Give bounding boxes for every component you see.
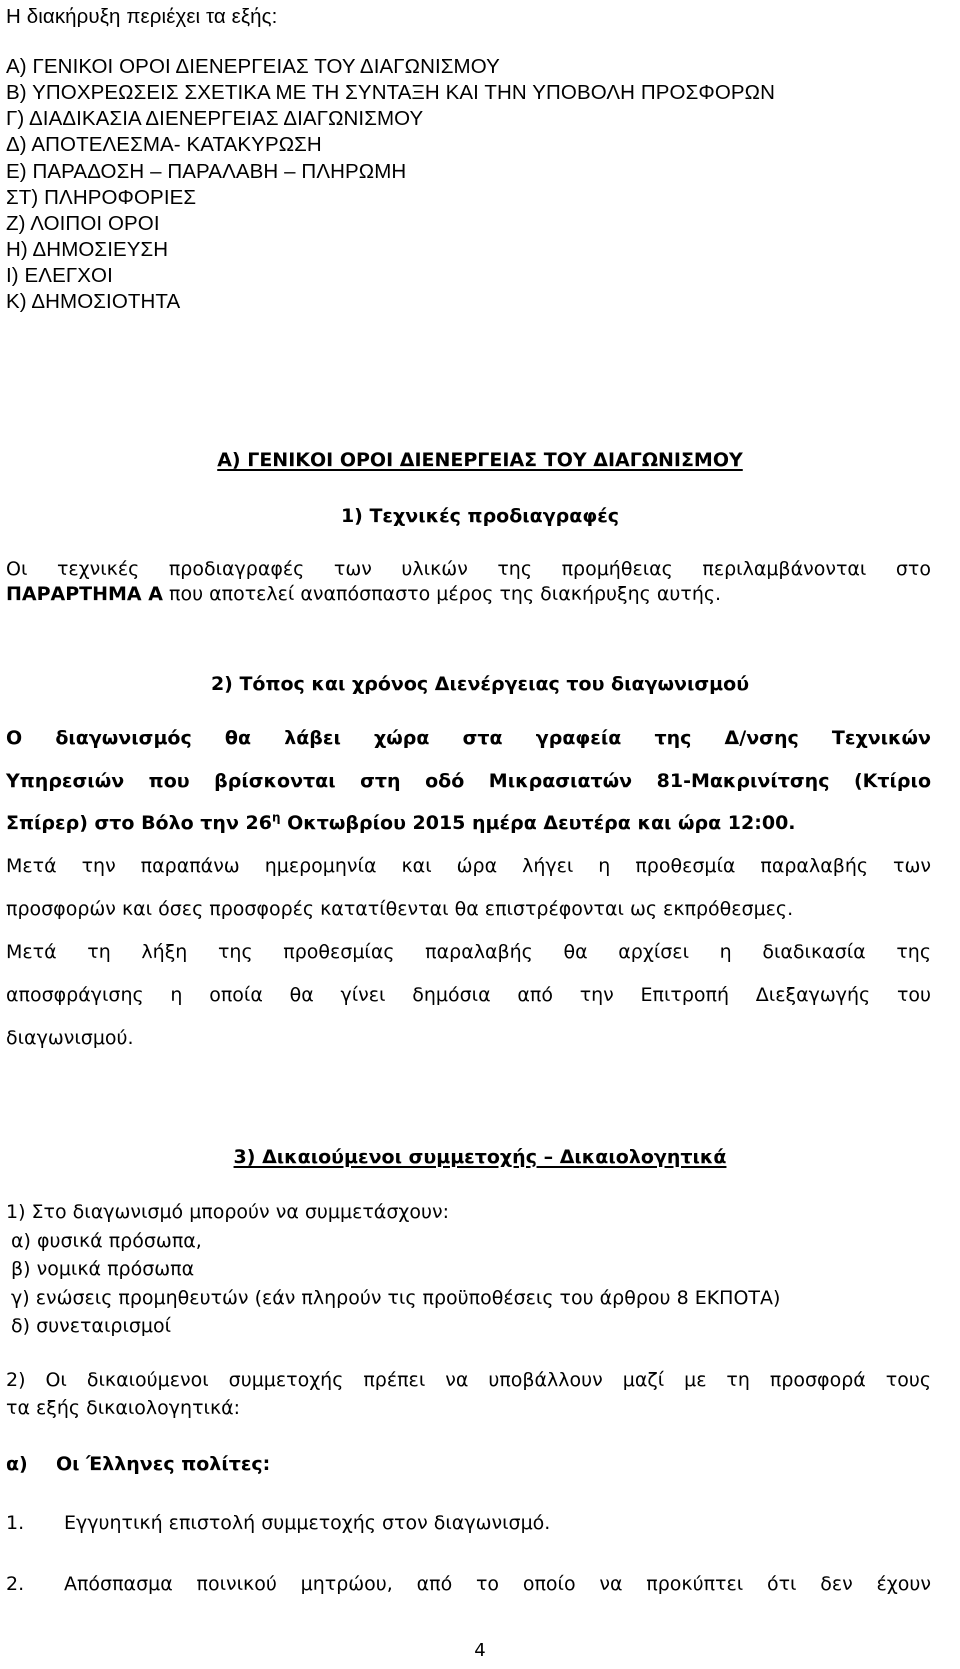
sub2-para-line4: αποσφράγισης η οποία θα γίνει δημόσια από την Επιτροπή Διεξαγωγής του xyxy=(6,984,931,1006)
date-superscript: η xyxy=(271,810,281,825)
toc-item: ΣΤ) ΠΛΗΡΟΦΟΡΙΕΣ xyxy=(6,186,197,209)
sub3-title: 3) Δικαιούμενοι συμμετοχής – Δικαιολογητικά xyxy=(233,1146,727,1168)
intro-line: Η διακήρυξη περιέχει τα εξής: xyxy=(6,5,278,28)
sub1-title: 1) Τεχνικές προδιαγραφές xyxy=(340,505,620,527)
annex-a-label: ΠΑΡΑΡΤΗΜΑ Α xyxy=(6,583,163,605)
section-a-title: Α) ΓΕΝΙΚΟΙ ΟΡΟΙ ΔΙΕΝΕΡΓΕΙΑΣ ΤΟΥ ΔΙΑΓΩΝΙΣΜΟΥ xyxy=(217,449,743,471)
date-text-rest: Οκτωβρίου 2015 ημέρα Δευτέρα και ώρα 12:00. xyxy=(280,812,796,834)
sub2-para-line2: προσφορών και όσες προσφορές κατατίθενται θα επιστρέφονται ως εκπρόθεσμες. xyxy=(6,898,794,920)
toc-item: Δ) ΑΠΟΤΕΛΕΣΜΑ- ΚΑΤΑΚΥΡΩΣΗ xyxy=(6,133,322,156)
sub3-item-d: δ) συνεταιρισμοί xyxy=(11,1315,172,1337)
toc-item: Α) ΓΕΝΙΚΟΙ ΟΡΟΙ ΔΙΕΝΕΡΓΕΙΑΣ ΤΟΥ ΔΙΑΓΩΝΙΣΜΟΥ xyxy=(6,55,500,78)
toc-item: Ζ) ΛΟΙΠΟΙ ΟΡΟΙ xyxy=(6,212,160,235)
toc-item: Ι) ΕΛΕΓΧΟΙ xyxy=(6,264,113,287)
sub3-item-c: γ) ενώσεις προμηθευτών (εάν πληρούν τις προϋποθέσεις του άρθρου 8 ΕΚΠΟΤΑ) xyxy=(11,1287,781,1309)
sub2-para-line5: διαγωνισμού. xyxy=(6,1027,134,1049)
sub1-line1: Οι τεχνικές προδιαγραφές των υλικών της προμήθειας περιλαμβάνονται στο xyxy=(6,558,931,580)
sub2-para-line3: Μετά τη λήξη της προθεσμίας παραλαβής θα αρχίσει η διαδικασία της xyxy=(6,941,931,963)
greek-citizens-title: Οι Έλληνες πολίτες: xyxy=(56,1453,271,1475)
date-text: Σπίρερ) στο Βόλο την 26 xyxy=(6,812,272,834)
greek-citizens-label: α) xyxy=(6,1453,28,1475)
toc-item: Γ) ΔΙΑΔΙΚΑΣΙΑ ΔΙΕΝΕΡΓΕΙΑΣ ΔΙΑΓΩΝΙΣΜΟΥ xyxy=(6,107,424,130)
toc-item: Η) ΔΗΜΟΣΙΕΥΣΗ xyxy=(6,238,169,261)
toc-item: Ε) ΠΑΡΑΔΟΣΗ – ΠΑΡΑΛΑΒΗ – ΠΛΗΡΩΜΗ xyxy=(6,160,407,183)
sub3-item-a: α) φυσικά πρόσωπα, xyxy=(11,1230,202,1252)
sub1-line2-rest: που αποτελεί αναπόσπαστο μέρος της διακήρυξης αυτής. xyxy=(162,583,722,605)
toc-item: Β) ΥΠΟΧΡΕΩΣΕΙΣ ΣΧΕΤΙΚΑ ΜΕ ΤΗ ΣΥΝΤΑΞΗ ΚΑΙ ΤΗΝ ΥΠΟΒΟΛΗ ΠΡΟΣΦΟΡΩΝ xyxy=(6,81,775,104)
doc-item-text: Απόσπασμα ποινικού μητρώου, από το οποίο να προκύπτει ότι δεν έχουν xyxy=(64,1573,931,1595)
toc-item: Κ) ΔΗΜΟΣΙΟΤΗΤΑ xyxy=(6,290,181,313)
sub3-item-b: β) νομικά πρόσωπα xyxy=(11,1258,195,1280)
sub3-item2-line2: τα εξής δικαιολογητικά: xyxy=(6,1397,241,1419)
sub2-bold-line1: Ο διαγωνισμός θα λάβει χώρα στα γραφεία της Δ/νσης Τεχνικών xyxy=(6,727,931,749)
doc-item-number: 2. xyxy=(6,1573,25,1595)
sub3-item2-line1: 2) Οι δικαιούμενοι συμμετοχής πρέπει να υποβάλλουν μαζί με τη προσφορά τους xyxy=(6,1369,931,1391)
sub1-line2 xyxy=(6,583,721,605)
sub2-title: 2) Τόπος και χρόνος Διενέργειας του διαγωνισμού xyxy=(210,673,750,695)
sub2-bold-line2: Υπηρεσιών που βρίσκονται στη οδό Μικρασιατών 81-Μακρινίτσης (Κτίριο xyxy=(6,770,931,792)
sub3-item1: 1) Στο διαγωνισμό μπορούν να συμμετάσχουν: xyxy=(6,1201,449,1223)
page-number: 4 xyxy=(474,1640,486,1661)
sub2-bold-line3 xyxy=(6,812,796,834)
sub2-para-line1: Μετά την παραπάνω ημερομηνία και ώρα λήγει η προθεσμία παραλαβής των xyxy=(6,855,931,877)
doc-item-number: 1. xyxy=(6,1512,25,1534)
doc-item-text: Εγγυητική επιστολή συμμετοχής στον διαγωνισμό. xyxy=(64,1512,551,1534)
